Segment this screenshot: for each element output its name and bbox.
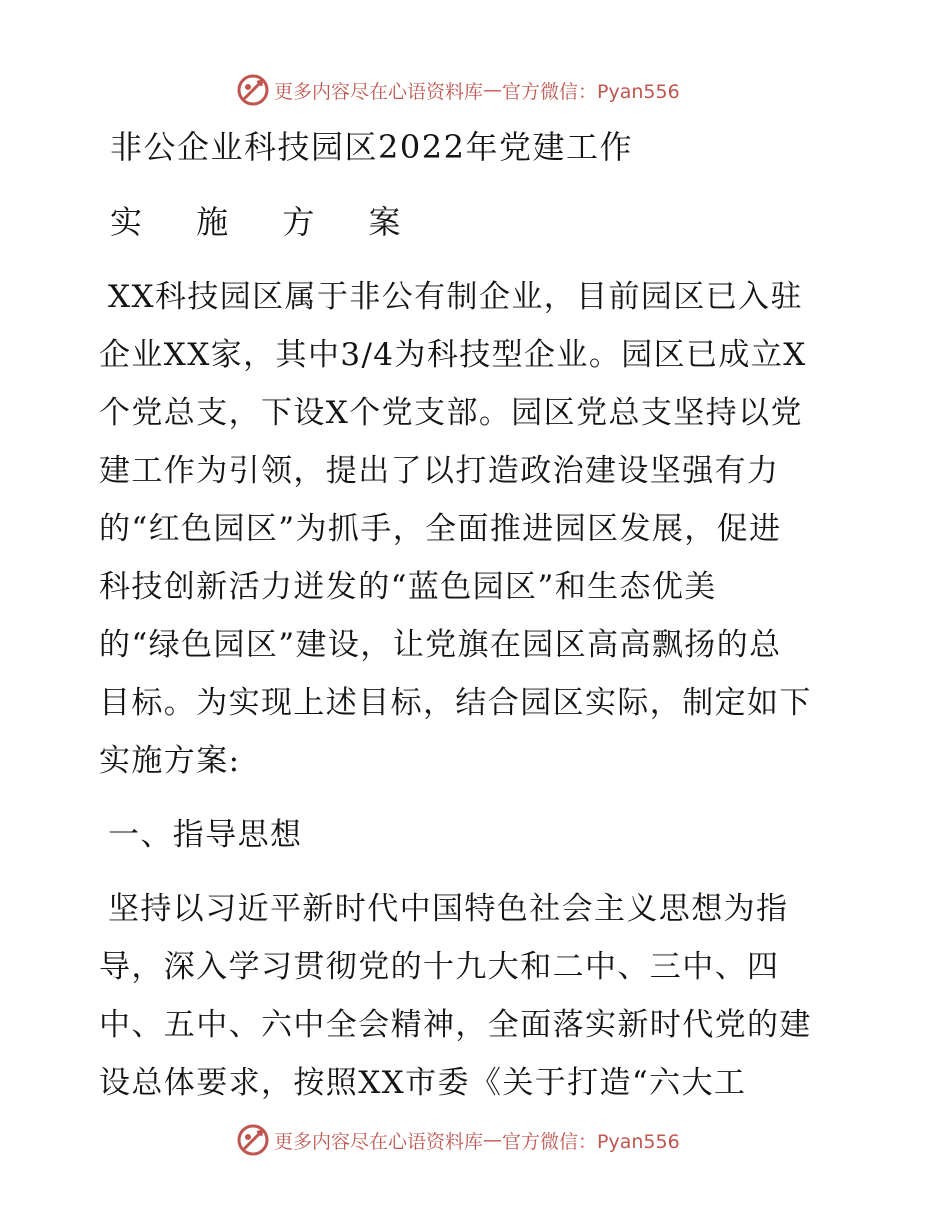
intro-line: 实施方案: [99, 743, 241, 779]
intro-line: 企业XX家，其中3/4为科技型企业。园区已成立X [99, 337, 807, 373]
intro-line: 的“红色园区”为抓手，全面推进园区发展，促进 [99, 511, 782, 547]
section-line: 坚持以习近平新时代中国特色社会主义思想为指 [108, 891, 789, 927]
watermark-separator: — [483, 79, 503, 101]
section-line: 设总体要求，按照XX市委《关于打造“六大工 [99, 1065, 747, 1101]
section-heading: 一、指导思想 [108, 817, 303, 853]
intro-line: 个党总支，下设X个党支部。园区党总支坚持以党 [99, 395, 803, 431]
section-line: 导，深入学习贯彻党的十九大和二中、三中、四 [99, 949, 780, 985]
document-title: 非公企业科技园区2022年党建工作 [110, 128, 633, 166]
intro-line: XX科技园区属于非公有制企业，目前园区已入驻 [108, 279, 803, 315]
watermark-contact: 官方微信：Pyan556 [502, 80, 680, 103]
watermark-separator: — [483, 1129, 503, 1151]
section-line: 中、五中、六中全会精神，全面落实新时代党的建 [99, 1007, 812, 1043]
watermark-brand: 更多内容尽在心语资料库 [274, 1130, 484, 1153]
watermark-contact: 官方微信：Pyan556 [502, 1130, 680, 1153]
watermark-header [236, 70, 680, 110]
intro-line: 建工作为引领，提出了以打造政治建设坚强有力 [99, 453, 780, 489]
document-subtitle: 实 施 方 案 [110, 203, 423, 241]
intro-line: 目标。为实现上述目标，结合园区实际，制定如下 [99, 685, 812, 721]
intro-line: 科技创新活力迸发的“蓝色园区”和生态优美 [99, 569, 717, 605]
watermark-brand: 更多内容尽在心语资料库 [274, 80, 484, 103]
watermark-footer [236, 1120, 680, 1160]
library-logo-icon [236, 1123, 270, 1157]
intro-line: 的“绿色园区”建设，让党旗在园区高高飘扬的总 [99, 627, 782, 663]
library-logo-icon [236, 73, 270, 107]
